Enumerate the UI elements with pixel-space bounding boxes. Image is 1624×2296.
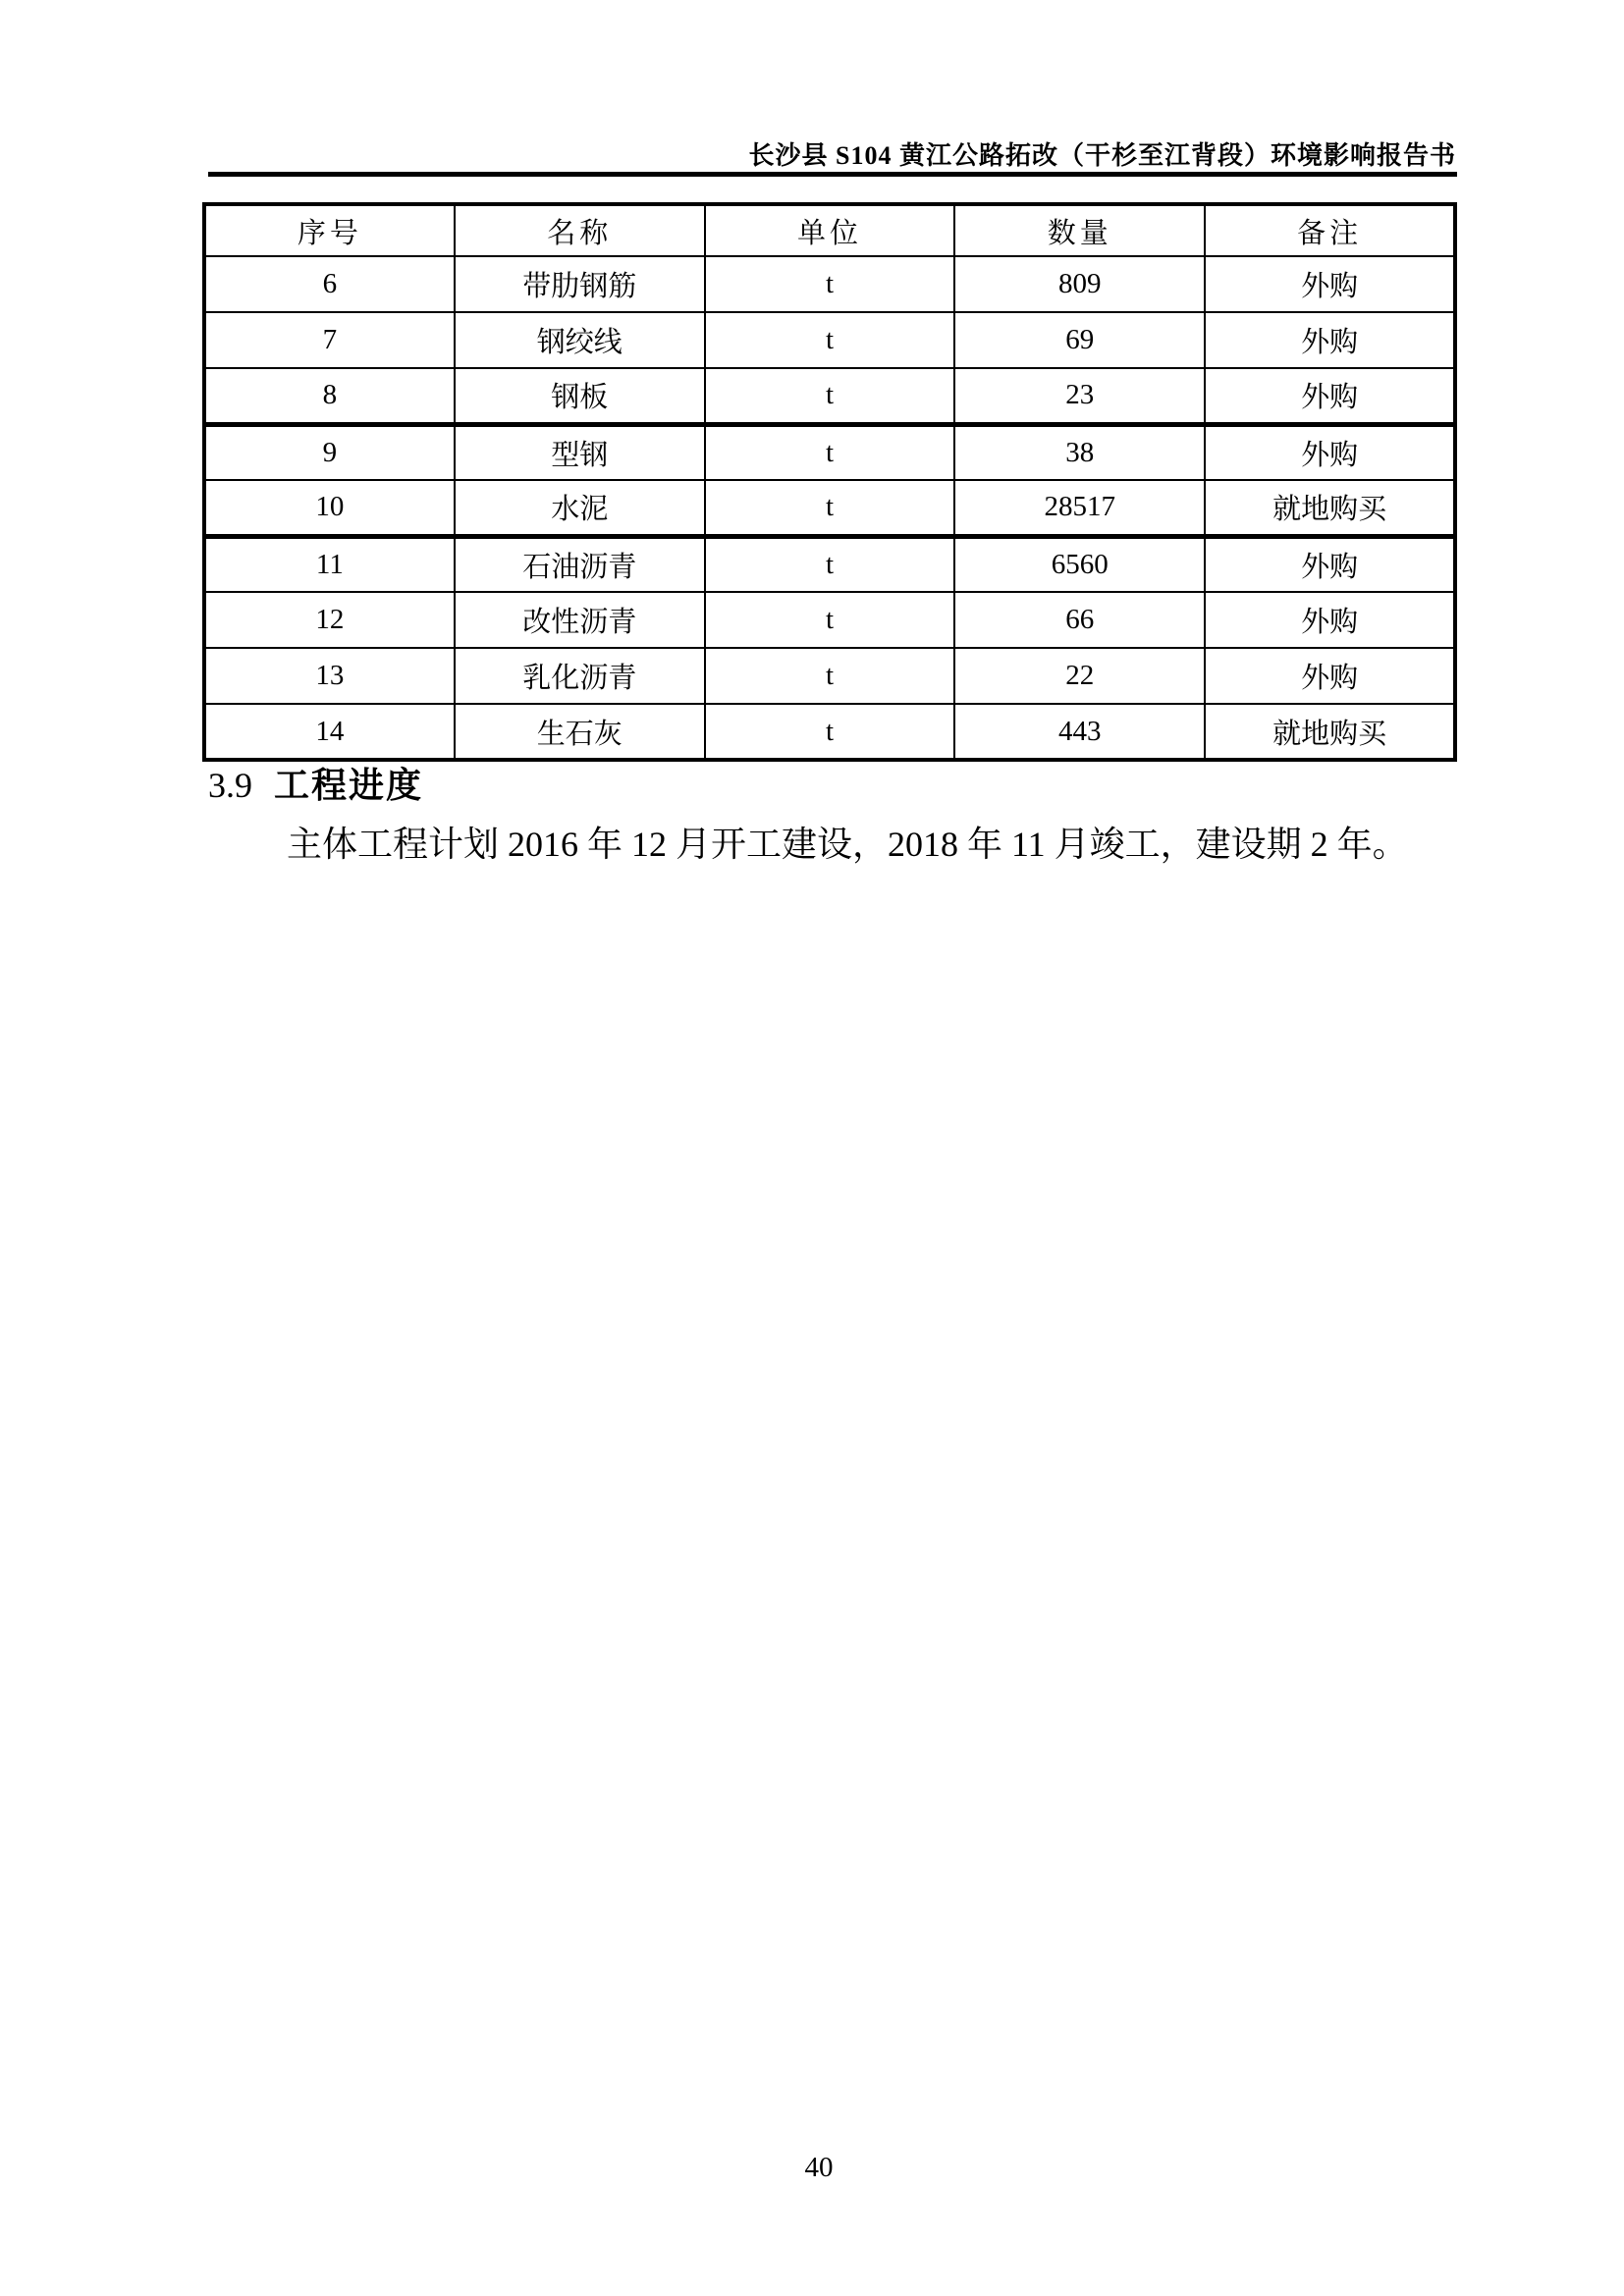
table-cell: t: [705, 424, 955, 480]
materials-table-head: [204, 204, 1455, 256]
table-cell: 6560: [954, 536, 1205, 592]
table-cell: 23: [954, 368, 1205, 424]
table-cell: 14: [204, 704, 455, 760]
materials-table: [202, 202, 1457, 762]
table-cell: 石油沥青: [455, 536, 705, 592]
header-rule: [208, 172, 1457, 177]
table-cell: 9: [204, 424, 455, 480]
table-row: [204, 648, 1455, 704]
table-cell: 钢板: [455, 368, 705, 424]
table-row: [204, 368, 1455, 424]
table-row: [204, 592, 1455, 648]
table-cell: 28517: [954, 480, 1205, 536]
table-cell: 外购: [1205, 536, 1455, 592]
table-cell: 就地购买: [1205, 704, 1455, 760]
table-row: [204, 704, 1455, 760]
table-cell: 外购: [1205, 312, 1455, 368]
table-cell: 带肋钢筋: [455, 256, 705, 312]
table-cell: 外购: [1205, 592, 1455, 648]
column-header: 单位: [705, 204, 955, 256]
table-cell: 443: [954, 704, 1205, 760]
table-cell: 型钢: [455, 424, 705, 480]
table-cell: 69: [954, 312, 1205, 368]
table-cell: 12: [204, 592, 455, 648]
table-cell: 外购: [1205, 256, 1455, 312]
table-cell: 外购: [1205, 648, 1455, 704]
table-cell: 11: [204, 536, 455, 592]
section-number: 3.9: [208, 766, 252, 805]
table-cell: 8: [204, 368, 455, 424]
table-header-row: [204, 204, 1455, 256]
table-cell: 7: [204, 312, 455, 368]
materials-table-wrap: [202, 202, 1457, 762]
body-paragraph: 主体工程计划 2016 年 12 月开工建设，2018 年 11 月竣工，建设期 2 年。: [287, 825, 1408, 864]
table-cell: 外购: [1205, 424, 1455, 480]
table-row: [204, 424, 1455, 480]
table-row: [204, 480, 1455, 536]
table-cell: 生石灰: [455, 704, 705, 760]
table-cell: 改性沥青: [455, 592, 705, 648]
column-header: 名称: [455, 204, 705, 256]
table-cell: t: [705, 704, 955, 760]
table-row: [204, 256, 1455, 312]
table-cell: t: [705, 592, 955, 648]
table-cell: 66: [954, 592, 1205, 648]
table-cell: 钢绞线: [455, 312, 705, 368]
table-cell: t: [705, 368, 955, 424]
table-cell: 外购: [1205, 368, 1455, 424]
table-cell: t: [705, 312, 955, 368]
section-title: 工程进度: [274, 765, 424, 805]
table-cell: t: [705, 648, 955, 704]
table-cell: 10: [204, 480, 455, 536]
section-heading: [208, 758, 423, 808]
table-row: [204, 312, 1455, 368]
table-cell: 38: [954, 424, 1205, 480]
table-cell: 水泥: [455, 480, 705, 536]
table-cell: t: [705, 256, 955, 312]
table-cell: 809: [954, 256, 1205, 312]
table-cell: 22: [954, 648, 1205, 704]
table-cell: t: [705, 480, 955, 536]
table-cell: 13: [204, 648, 455, 704]
table-row: [204, 536, 1455, 592]
page-number: 40: [804, 2152, 834, 2183]
table-cell: 乳化沥青: [455, 648, 705, 704]
table-cell: 就地购买: [1205, 480, 1455, 536]
column-header: 备注: [1205, 204, 1455, 256]
table-cell: t: [705, 536, 955, 592]
column-header: 序号: [204, 204, 455, 256]
materials-table-body: [204, 256, 1455, 760]
table-cell: 6: [204, 256, 455, 312]
running-head-title: 长沙县 S104 黄江公路拓改（干杉至江背段）环境影响报告书: [748, 141, 1456, 170]
column-header: 数量: [954, 204, 1205, 256]
